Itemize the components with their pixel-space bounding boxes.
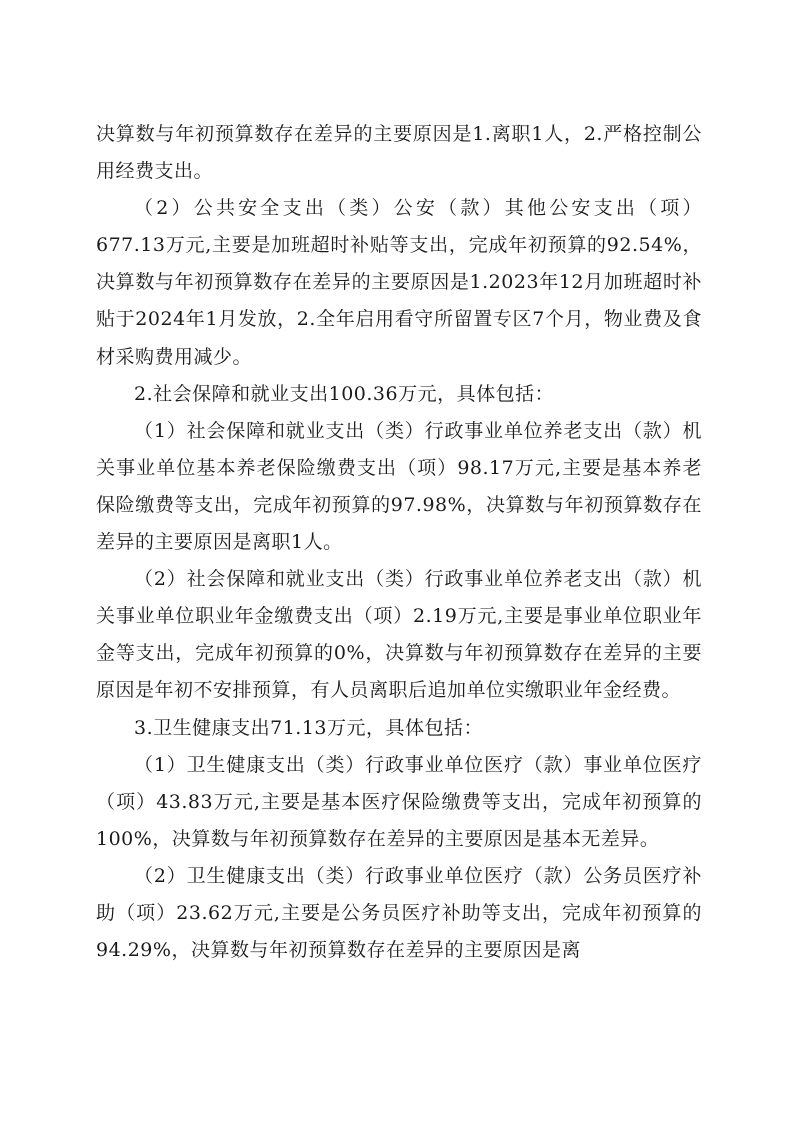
paragraph-occupational-annuity: （2）社会保障和就业支出（类）行政事业单位养老支出（款）机关事业单位职业年金缴费支出（项）2.19万元,主要是事业单位职业年金等支出，完成年初预算的0%，决算数与年初预算数存在差异的主要原因是年初不安排预算，有人员离职后追加单位实缴职业年金经费。 xyxy=(96,568,702,702)
paragraph-continuation: 决算数与年初预算数存在差异的主要原因是1.离职1人，2.严格控制公用经费支出。 xyxy=(96,123,702,183)
paragraph-civil-servant-medical: （2）卫生健康支出（类）行政事业单位医疗（款）公务员医疗补助（项）23.62万元,主要是公务员医疗补助等支出，完成年初预算的94.29%，决算数与年初预算数存在差异的主要原因是离 xyxy=(96,864,702,962)
paragraph-social-security-heading: 2.社会保障和就业支出100.36万元，具体包括： xyxy=(134,382,555,405)
paragraph-public-security-other: （2）公共安全支出（类）公安（款）其他公安支出（项）677.13万元,主要是加班超时补贴等支出，完成年初预算的92.54%，决算数与年初预算数存在差异的主要原因是1.2023年12月加班超时补贴于2024年1月发放，2.全年启用看守所留置专区7个月，物业费及食材采购费用减少。 xyxy=(96,197,702,368)
paragraph-institution-medical: （1）卫生健康支出（类）行政事业单位医疗（款）事业单位医疗（项）43.83万元,主要是基本医疗保险缴费等支出，完成年初预算的100%，决算数与年初预算数存在差异的主要原因是基本无差异。 xyxy=(96,753,702,850)
document-body xyxy=(96,116,702,969)
paragraph-basic-pension: （1）社会保障和就业支出（类）行政事业单位养老支出（款）机关事业单位基本养老保险缴费支出（项）98.17万元,主要是基本养老保险缴费等支出，完成年初预算的97.98%，决算数与年初预算数存在差异的主要原因是离职1人。 xyxy=(96,419,702,554)
paragraph-health-heading: 3.卫生健康支出71.13万元，具体包括： xyxy=(134,716,484,739)
